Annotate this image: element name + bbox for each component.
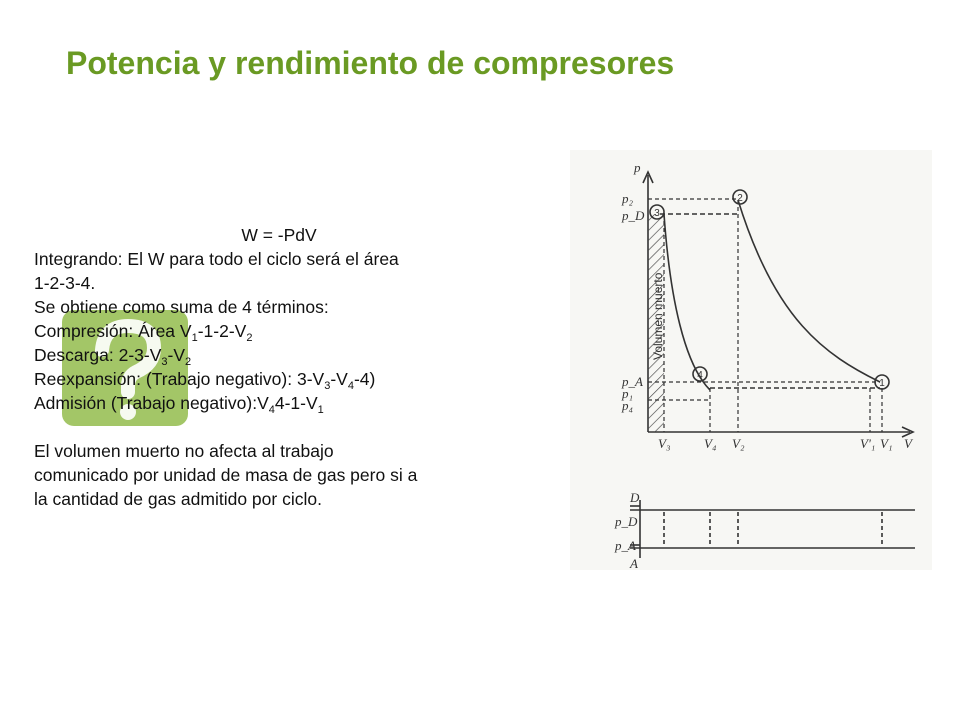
pv-compressor-diagram [570,150,932,570]
point-1-label: 1 [879,378,885,389]
v2-label: V₂ [732,436,745,451]
slide-title: Potencia y rendimiento de compresores [66,45,675,81]
v4-label: V₄ [704,436,717,451]
p1-label: p₁ [622,386,634,401]
discharge-line: Descarga: $2-3-V_3-V_2$ [34,345,192,368]
point-4-label: 4 [697,370,703,381]
point-2-label: 2 [737,193,743,204]
v-axis-label: V [904,436,912,451]
reexpansion-line: Reexpansión: (Trabajo negativo): $3-V_3-V_4-4$) [34,369,376,392]
conclusion-line-1: El volumen muerto no afecta al trabajo [34,441,334,461]
point-3-label: 3 [654,208,660,219]
admission-line: Admisión (Trabajo $negativo):V_44-1-V_1$ [34,393,324,416]
dead-volume-label: Volumen muerto [651,272,665,360]
conclusion-line-2: comunicado por unidad de masa de gas pero si a [34,465,418,485]
p2-label: p₂ [622,191,634,206]
integration-line: Integrando: El W para todo el ciclo será el área [34,249,399,269]
area-line: 1-2-3-4. [34,273,96,293]
valve-pA-label: p_A [615,538,636,553]
compression-line: Compresión: Área $V_1-1-2-V_2$ [34,321,253,344]
explanation-text [34,223,564,511]
pD-label: p_D [622,208,645,223]
v1-label: V₁ [880,436,893,451]
v1prime-label: V'₁ [860,436,876,451]
conclusion-line-3: la cantidad de gas admitido por ciclo. [34,489,322,509]
work-formula: W = -PdV [241,225,317,245]
p-axis-label: p [634,160,641,175]
p4-label: p₄ [622,398,634,413]
v3-label: V₃ [658,436,671,451]
sum-line: Se obtiene como suma de 4 términos: [34,297,329,317]
valve-A-label: A [630,556,638,570]
valve-D-label: D [630,490,640,505]
valve-pD-label: p_D [615,514,638,529]
pA-label: p_A [622,374,643,389]
